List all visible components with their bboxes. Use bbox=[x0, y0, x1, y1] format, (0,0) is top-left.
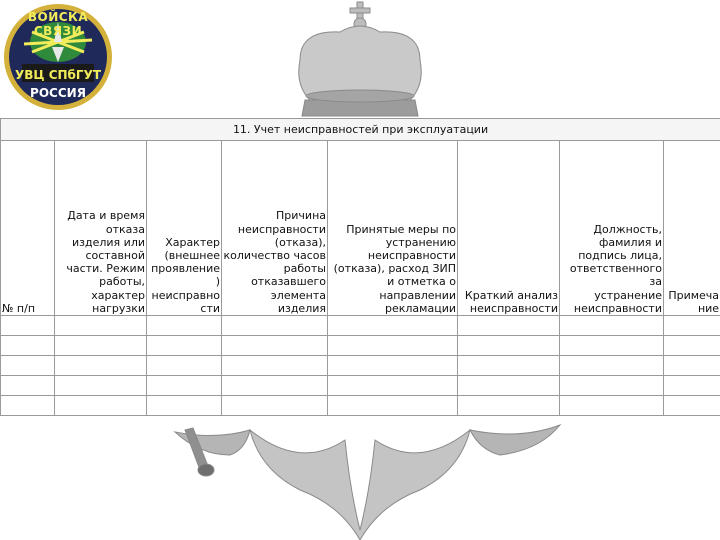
table-title: 11. Учет неисправностей при эксплуатации bbox=[1, 119, 720, 141]
header-line: устранению bbox=[385, 235, 456, 249]
table-cell[interactable] bbox=[328, 316, 458, 336]
header-line: элемента bbox=[270, 288, 326, 302]
table-cell[interactable] bbox=[222, 356, 328, 376]
table-cell[interactable] bbox=[147, 356, 222, 376]
header-line: фамилия и bbox=[598, 235, 662, 249]
table-cell[interactable] bbox=[1, 396, 55, 416]
table-cell[interactable] bbox=[458, 396, 560, 416]
header-line: Принятые меры по bbox=[346, 222, 456, 236]
header-line: Причина bbox=[276, 209, 326, 223]
table-cell[interactable] bbox=[1, 356, 55, 376]
header-line: Примеча bbox=[668, 288, 720, 302]
table-cell[interactable] bbox=[328, 356, 458, 376]
table-cell[interactable] bbox=[458, 316, 560, 336]
header-line: Дата и время bbox=[67, 209, 145, 223]
header-line: неисправности bbox=[573, 301, 662, 315]
header-line: части. Режим bbox=[66, 262, 145, 276]
table-cell[interactable] bbox=[222, 376, 328, 396]
header-line: отказавшего bbox=[251, 275, 326, 289]
table-cell[interactable] bbox=[55, 396, 147, 416]
header-line: и отметка о bbox=[387, 275, 456, 289]
table-cell[interactable] bbox=[55, 376, 147, 396]
header-line: № п/п bbox=[2, 301, 36, 315]
header-line: неисправно bbox=[151, 288, 220, 302]
header-line: изделия bbox=[277, 301, 326, 315]
header-line: составной bbox=[85, 248, 145, 262]
header-line: подпись лица, bbox=[578, 248, 662, 262]
header-col-fault-cause bbox=[222, 141, 328, 316]
table-cell[interactable] bbox=[664, 336, 720, 356]
table-cell[interactable] bbox=[147, 336, 222, 356]
table-cell[interactable] bbox=[328, 396, 458, 416]
header-line: (отказа), bbox=[274, 235, 326, 249]
table-cell[interactable] bbox=[328, 376, 458, 396]
header-line: (внешнее bbox=[164, 248, 220, 262]
table-row bbox=[1, 396, 720, 416]
header-line: ние bbox=[697, 301, 720, 315]
table-cell[interactable] bbox=[222, 336, 328, 356]
signal-troops-badge bbox=[2, 2, 114, 112]
table-row bbox=[1, 356, 720, 376]
fault-log-table bbox=[0, 118, 720, 416]
header-line: Должность, bbox=[593, 222, 662, 236]
table-cell[interactable] bbox=[458, 356, 560, 376]
table-title-row bbox=[1, 119, 720, 141]
table-cell[interactable] bbox=[1, 336, 55, 356]
table-cell[interactable] bbox=[1, 316, 55, 336]
table-cell[interactable] bbox=[147, 316, 222, 336]
header-line: работы bbox=[283, 262, 326, 276]
table-cell[interactable] bbox=[147, 376, 222, 396]
header-line: нагрузки bbox=[92, 301, 145, 315]
table-cell[interactable] bbox=[222, 396, 328, 416]
table-cell[interactable] bbox=[560, 356, 664, 376]
header-line: изделия или bbox=[72, 235, 145, 249]
badge-top-text: ВОЙСКА СВЯЗИ bbox=[27, 10, 89, 38]
header-line: неисправности bbox=[367, 248, 456, 262]
table-header-row bbox=[1, 141, 720, 316]
table-cell[interactable] bbox=[560, 316, 664, 336]
header-line: проявление bbox=[151, 262, 220, 276]
header-line: неисправности bbox=[237, 222, 326, 236]
table-cell[interactable] bbox=[458, 376, 560, 396]
header-line: ответственного за bbox=[569, 262, 662, 289]
header-line: направлении bbox=[379, 288, 456, 302]
header-line: работы, bbox=[99, 275, 145, 289]
table-cell[interactable] bbox=[1, 376, 55, 396]
header-line: рекламации bbox=[385, 301, 456, 315]
header-col-responsible-person bbox=[560, 141, 664, 316]
header-line: (отказа), расход ЗИП bbox=[333, 262, 456, 276]
table-cell[interactable] bbox=[147, 396, 222, 416]
table-cell[interactable] bbox=[664, 376, 720, 396]
header-col-measures-taken bbox=[328, 141, 458, 316]
table-cell[interactable] bbox=[560, 376, 664, 396]
badge-bottom-text: РОССИЯ bbox=[30, 86, 86, 100]
header-line: сти bbox=[200, 301, 220, 315]
header-line: ) bbox=[215, 275, 220, 289]
table-cell[interactable] bbox=[458, 336, 560, 356]
table-cell[interactable] bbox=[664, 316, 720, 336]
header-col-failure-date bbox=[55, 141, 147, 316]
table-cell[interactable] bbox=[560, 336, 664, 356]
badge-middle-text: УВЦ СПбГУТ bbox=[14, 68, 102, 82]
header-line: Характер bbox=[165, 235, 220, 249]
header-col-note bbox=[664, 141, 720, 316]
header-col-number bbox=[1, 141, 55, 316]
header-col-fault-nature bbox=[147, 141, 222, 316]
header-line: устранение bbox=[594, 288, 662, 302]
header-col-analysis bbox=[458, 141, 560, 316]
header-line: неисправности bbox=[469, 301, 558, 315]
header-line: Краткий анализ bbox=[464, 288, 558, 302]
table-cell[interactable] bbox=[560, 396, 664, 416]
header-line: отказа bbox=[105, 222, 145, 236]
table-cell[interactable] bbox=[664, 356, 720, 376]
table-cell[interactable] bbox=[55, 336, 147, 356]
table-cell[interactable] bbox=[55, 356, 147, 376]
table-row bbox=[1, 316, 720, 336]
table-row bbox=[1, 376, 720, 396]
table-cell[interactable] bbox=[664, 396, 720, 416]
table-cell[interactable] bbox=[222, 316, 328, 336]
header-line: количество часов bbox=[223, 248, 326, 262]
header-line: характер bbox=[91, 288, 145, 302]
table-cell[interactable] bbox=[328, 336, 458, 356]
table-row bbox=[1, 336, 720, 356]
table-cell[interactable] bbox=[55, 316, 147, 336]
